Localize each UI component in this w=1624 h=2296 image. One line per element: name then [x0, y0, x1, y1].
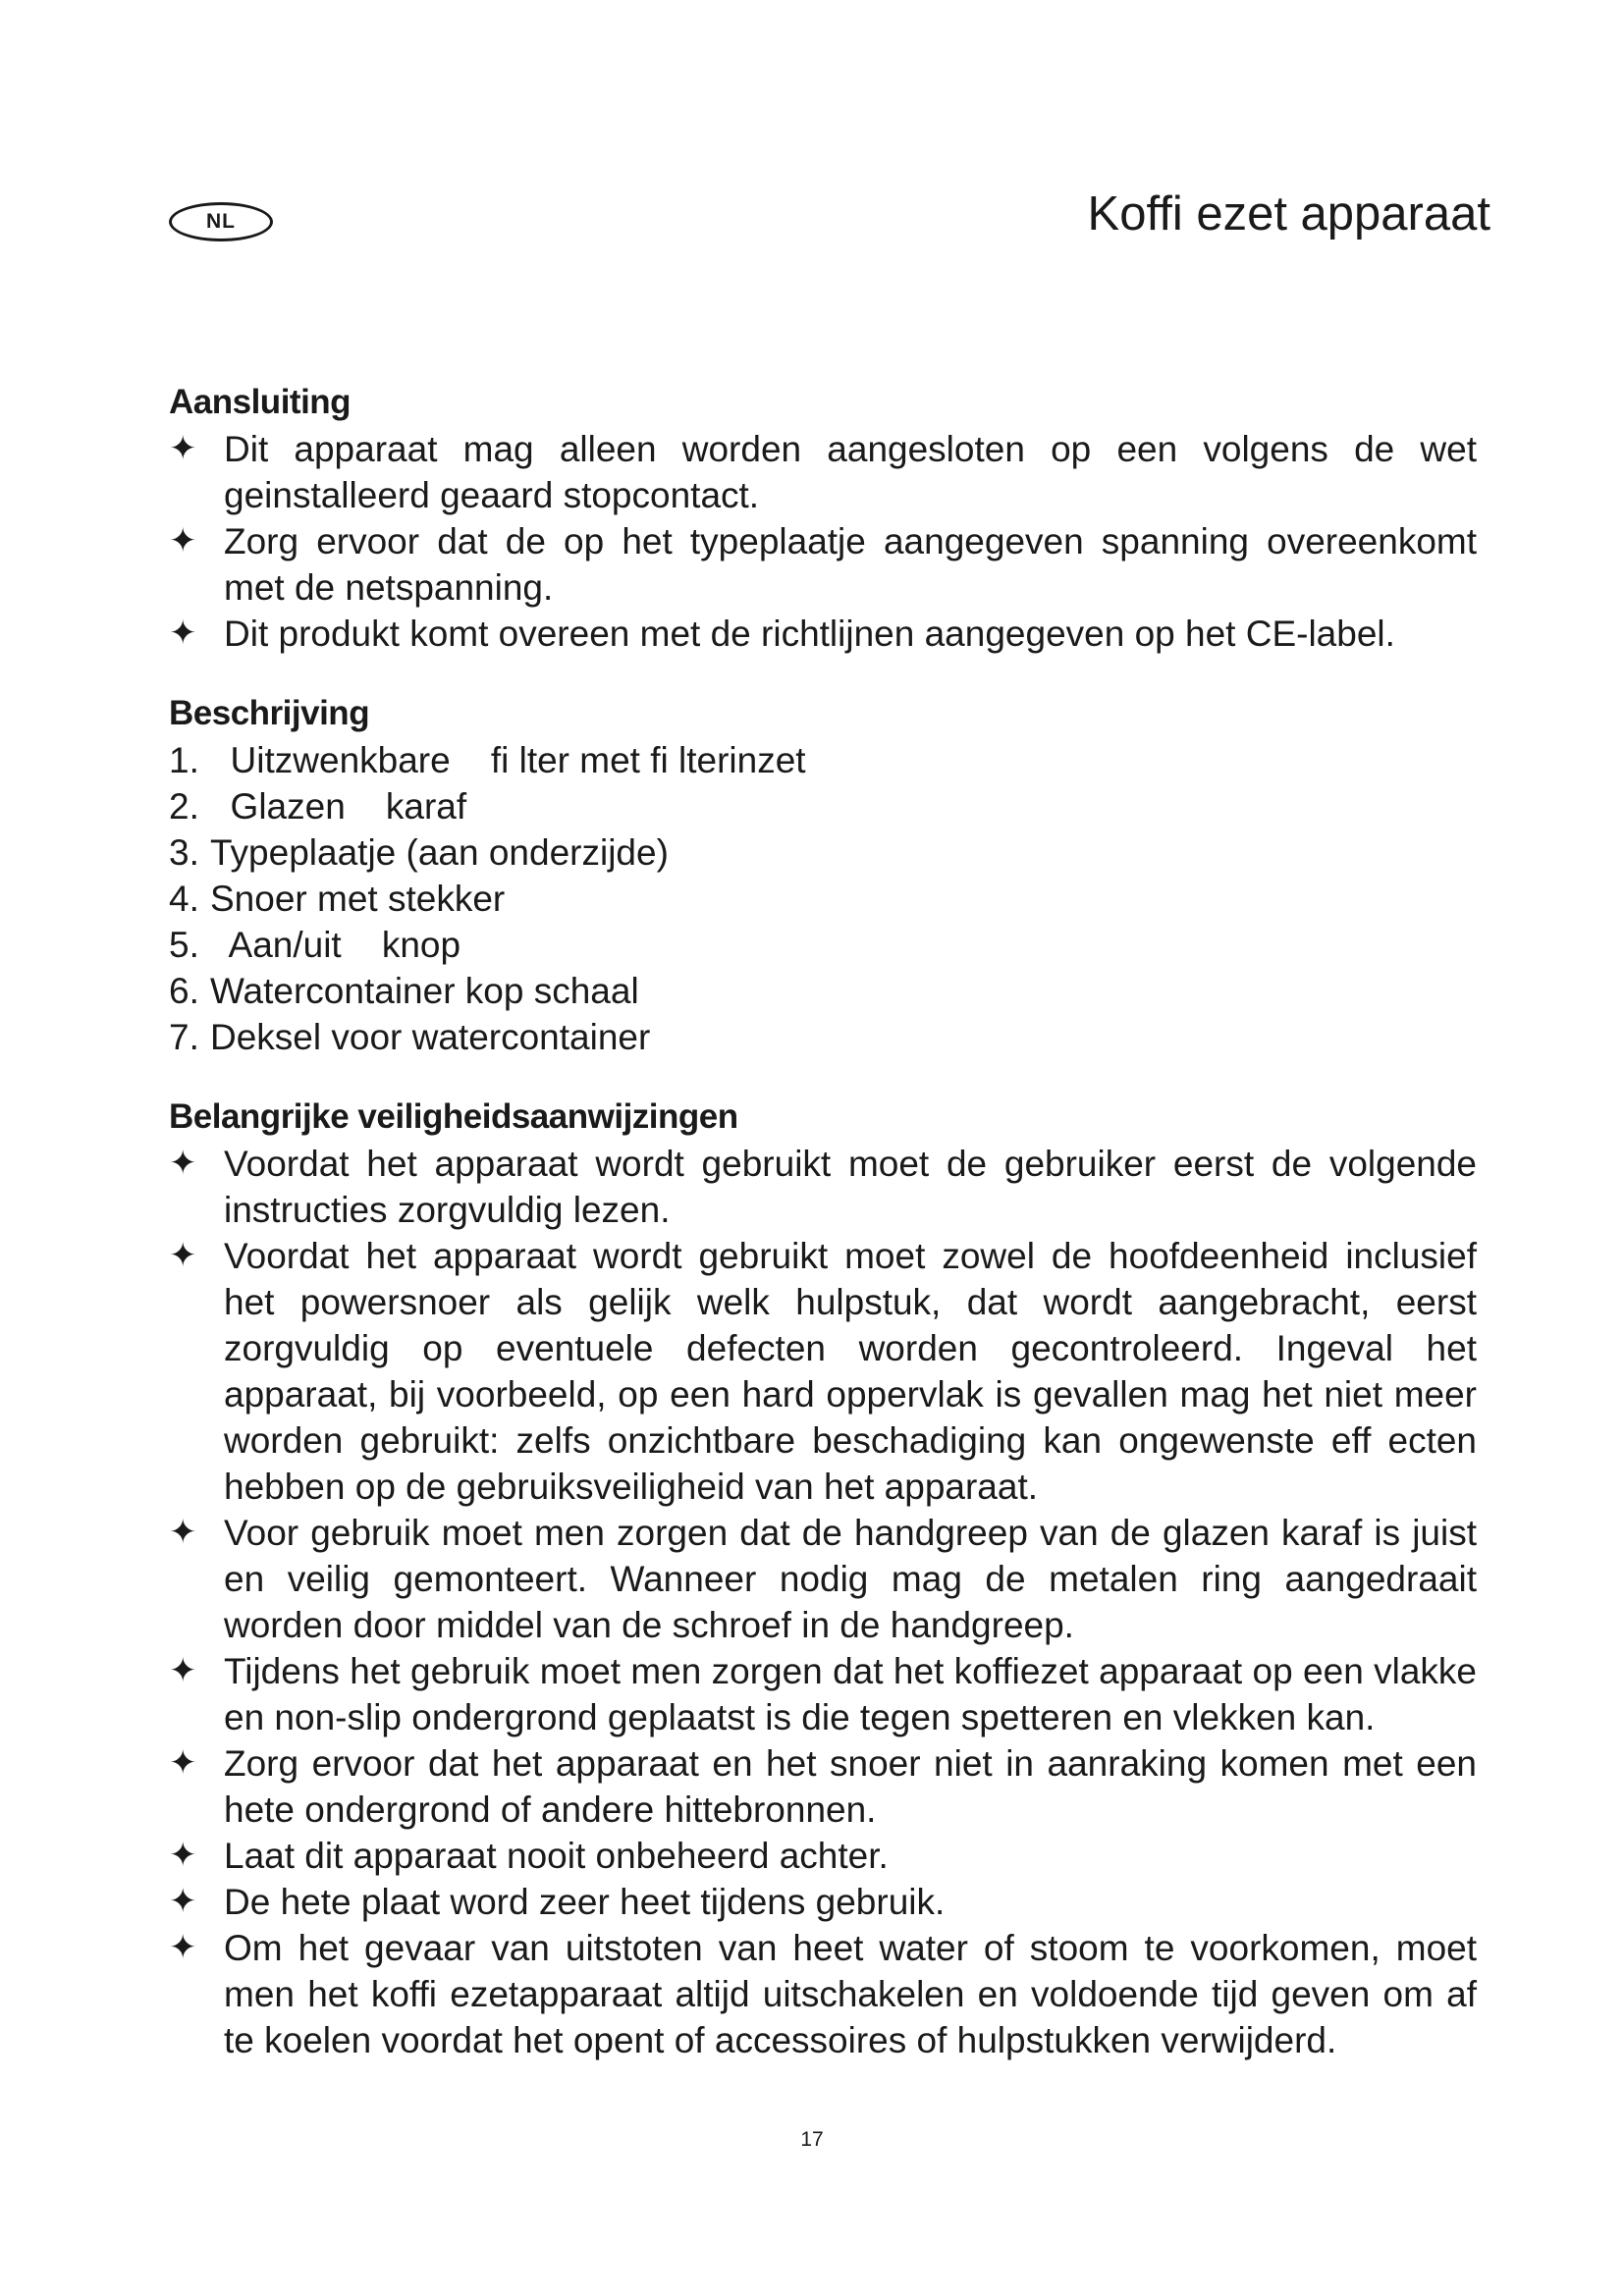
item-number: 5.	[169, 925, 199, 965]
star-bullet-icon: ✦	[169, 1514, 197, 1551]
bullet-list	[169, 1141, 1477, 2063]
list-item-text: Typeplaatje (aan onderzijde)	[210, 832, 669, 873]
star-bullet-icon: ✦	[169, 1883, 197, 1920]
page-number: 17	[800, 2128, 824, 2151]
item-number: 1.	[169, 740, 199, 780]
star-bullet-icon: ✦	[169, 1145, 197, 1182]
list-item	[169, 1141, 1477, 1233]
list-item	[169, 611, 1477, 657]
star-bullet-icon: ✦	[169, 1744, 197, 1782]
list-item	[169, 1833, 1477, 1879]
list-item-text: Dit apparaat mag alleen worden aangesloten op een volgens de wet geinstalleerd geaard stopcontact.	[224, 429, 1477, 515]
list-item	[169, 829, 1477, 876]
list-item-text: Dit produkt komt overeen met de richtlijnen aangegeven op het CE-label.	[224, 614, 1395, 654]
list-item-text: Voordat het apparaat wordt gebruikt moet zowel de hoofdeenheid inclusief het powersnoer als gelijk welk hulpstuk, dat wordt aangebracht, eerst zorgvuldig op eventuele defecten worden gecontroleerd. Ingeval het apparaat, bij voorbeeld, op een hard oppervlak is gevallen mag het niet meer worden gebruikt: zelfs onzichtbare beschadiging kan ongewenste eff ecten hebben op de gebruiksveiligheid van het apparaat.	[224, 1236, 1477, 1507]
list-item	[169, 922, 1477, 968]
list-item-text: Aan/uit knop	[210, 925, 461, 965]
star-bullet-icon: ✦	[169, 522, 197, 560]
list-item-text: Voordat het apparaat wordt gebruikt moet de gebruiker eerst de volgende instructies zorgvuldig lezen.	[224, 1144, 1477, 1230]
list-item	[169, 737, 1477, 783]
section-heading: Beschrijving	[169, 694, 370, 732]
page-title: Koffi ezet apparaat	[1087, 187, 1490, 240]
star-bullet-icon: ✦	[169, 1837, 197, 1874]
list-item	[169, 1740, 1477, 1833]
list-item	[169, 1233, 1477, 1510]
numbered-list	[169, 737, 1477, 1060]
list-item	[169, 1510, 1477, 1648]
list-item	[169, 426, 1477, 518]
list-item-text: Zorg ervoor dat het apparaat en het snoer niet in aanraking komen met een hete ondergrond of andere hittebronnen.	[224, 1743, 1477, 1830]
list-item-text: De hete plaat word zeer heet tijdens gebruik.	[224, 1882, 946, 1922]
section-heading: Belangrijke veiligheidsaanwijzingen	[169, 1097, 738, 1136]
list-item-text: Tijdens het gebruik moet men zorgen dat het koffiezet apparaat op een vlakke en non-slip ondergrond geplaatst is die tegen spetteren en vlekken kan.	[224, 1651, 1477, 1737]
section-veiligheid	[169, 1095, 1477, 2063]
list-item	[169, 968, 1477, 1014]
list-item	[169, 1879, 1477, 1925]
list-item-text: Om het gevaar van uitstoten van heet water of stoom te voorkomen, moet men het koffi ezetapparaat altijd uitschakelen en voldoende tijd geven om af te koelen voordat het opent of accessoires of hulpstukken verwijderd.	[224, 1928, 1477, 2060]
item-number: 6.	[169, 971, 199, 1011]
list-item	[169, 1648, 1477, 1740]
list-item-text: Voor gebruik moet men zorgen dat de handgreep van de glazen karaf is juist en veilig gemonteert. Wanneer nodig mag de metalen ring aangedraait worden door middel van de schroef in de handgreep.	[224, 1513, 1477, 1645]
list-item	[169, 518, 1477, 611]
section-heading: Aansluiting	[169, 383, 352, 421]
list-item	[169, 1014, 1477, 1060]
item-number: 2.	[169, 786, 199, 827]
list-item-text: Glazen karaf	[210, 786, 467, 827]
manual-content	[169, 381, 1477, 2099]
section-aansluiting	[169, 381, 1477, 657]
list-item-text: Zorg ervoor dat de op het typeplaatje aangegeven spanning overeenkomt met de netspanning.	[224, 521, 1477, 608]
star-bullet-icon: ✦	[169, 614, 197, 652]
bullet-list	[169, 426, 1477, 657]
list-item	[169, 783, 1477, 829]
list-item-text: Uitzwenkbare fi lter met fi lterinzet	[210, 740, 806, 780]
list-item-text: Watercontainer kop schaal	[210, 971, 639, 1011]
list-item-text: Deksel voor watercontainer	[210, 1017, 651, 1057]
list-item-text: Laat dit apparaat nooit onbeheerd achter.	[224, 1836, 889, 1876]
star-bullet-icon: ✦	[169, 1652, 197, 1689]
language-badge: NL	[169, 202, 273, 241]
item-number: 7.	[169, 1017, 199, 1057]
list-item-text: Snoer met stekker	[210, 879, 506, 919]
list-item	[169, 1925, 1477, 2063]
star-bullet-icon: ✦	[169, 430, 197, 467]
section-beschrijving	[169, 692, 1477, 1060]
item-number: 3.	[169, 832, 199, 873]
list-item	[169, 876, 1477, 922]
item-number: 4.	[169, 879, 199, 919]
star-bullet-icon: ✦	[169, 1237, 197, 1274]
star-bullet-icon: ✦	[169, 1929, 197, 1966]
